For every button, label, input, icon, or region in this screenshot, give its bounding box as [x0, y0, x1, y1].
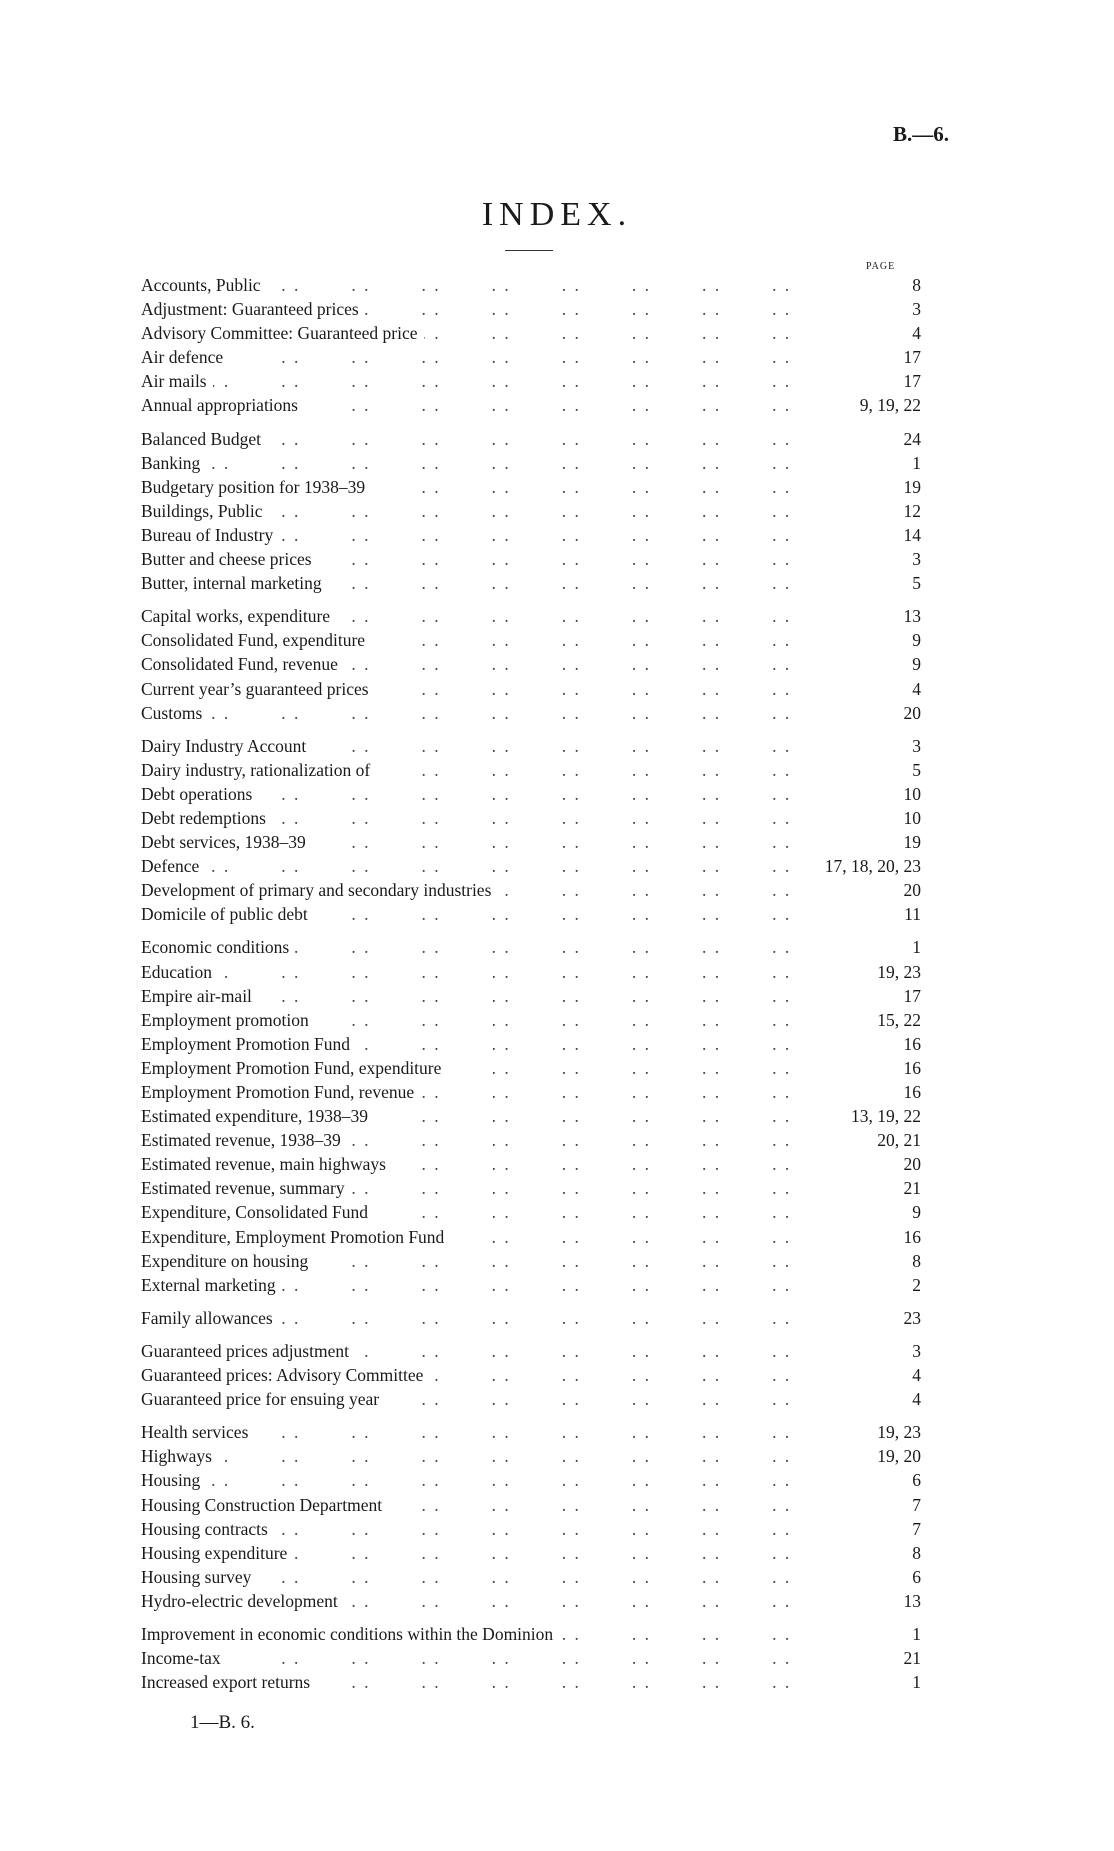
entry-pages: 6: [816, 1468, 921, 1492]
entry-pages: 20: [816, 701, 921, 725]
index-entry: [141, 1273, 921, 1297]
entry-term: Accounts, Public: [141, 273, 267, 297]
index-entry: [141, 1176, 921, 1200]
entry-pages: 1: [816, 1670, 921, 1694]
entry-term: Defence: [141, 854, 205, 878]
index-entry: [141, 628, 921, 652]
entry-pages: 21: [816, 1176, 921, 1200]
entry-term: Development of primary and secondary industries: [141, 878, 497, 902]
index-entry: [141, 902, 921, 926]
index-entry: [141, 475, 921, 499]
entry-pages: 11: [816, 902, 921, 926]
entry-pages: 9: [816, 652, 921, 676]
index-group: [141, 1339, 921, 1411]
entry-term: Dairy industry, rationalization of: [141, 758, 376, 782]
index-entry: [141, 1493, 921, 1517]
entry-term: Bureau of Industry: [141, 523, 279, 547]
entry-term: Customs: [141, 701, 208, 725]
entry-term: Estimated revenue, 1938–39: [141, 1128, 347, 1152]
entry-pages: 23: [816, 1306, 921, 1330]
entry-term: Health services: [141, 1420, 254, 1444]
entry-term: Highways: [141, 1444, 218, 1468]
index-entry: [141, 604, 921, 628]
index-entry: [141, 1589, 921, 1613]
dot-leader: [141, 451, 821, 475]
index-entry: [141, 451, 921, 475]
entry-term: Housing Construction Department: [141, 1493, 388, 1517]
entry-pages: 3: [816, 297, 921, 321]
entry-term: Housing: [141, 1468, 206, 1492]
page-title: INDEX.: [481, 196, 633, 233]
entry-term: Consolidated Fund, revenue: [141, 652, 344, 676]
index-entry: [141, 1152, 921, 1176]
index-entry: [141, 1363, 921, 1387]
index-entry: [141, 734, 921, 758]
entry-pages: 10: [816, 806, 921, 830]
entry-pages: 5: [816, 571, 921, 595]
index-entry: [141, 297, 921, 321]
entry-term: Capital works, expenditure: [141, 604, 336, 628]
index-group: [141, 1420, 921, 1613]
entry-pages: 8: [816, 1249, 921, 1273]
index-entry: [141, 701, 921, 725]
index-entry: [141, 1056, 921, 1080]
index-entry: [141, 1249, 921, 1273]
index-entry: [141, 1225, 921, 1249]
index-entry: [141, 1200, 921, 1224]
index-group: [141, 1622, 921, 1694]
index-entry: [141, 1306, 921, 1330]
entry-pages: 21: [816, 1646, 921, 1670]
entry-term: External marketing: [141, 1273, 282, 1297]
entry-pages: 1: [816, 935, 921, 959]
index-entry: [141, 854, 921, 878]
entry-pages: 14: [816, 523, 921, 547]
index-entry: [141, 878, 921, 902]
entry-term: Increased export returns: [141, 1670, 316, 1694]
index-entry: [141, 1670, 921, 1694]
entry-pages: 13: [816, 604, 921, 628]
entry-term: Housing survey: [141, 1565, 257, 1589]
entry-term: Balanced Budget: [141, 427, 267, 451]
entry-pages: 5: [816, 758, 921, 782]
index-entry: [141, 935, 921, 959]
index-entry: [141, 1517, 921, 1541]
entry-pages: 4: [816, 1363, 921, 1387]
entry-pages: 3: [816, 734, 921, 758]
entry-pages: 4: [816, 321, 921, 345]
entry-pages: 2: [816, 1273, 921, 1297]
entry-term: Housing expenditure: [141, 1541, 293, 1565]
index-list: [141, 273, 921, 1703]
entry-term: Expenditure, Consolidated Fund: [141, 1200, 374, 1224]
entry-pages: 12: [816, 499, 921, 523]
entry-term: Buildings, Public: [141, 499, 269, 523]
dot-leader: [141, 1646, 821, 1670]
index-entry: [141, 1420, 921, 1444]
index-entry: [141, 1622, 921, 1646]
index-group: [141, 427, 921, 596]
index-entry: [141, 321, 921, 345]
entry-pages: 8: [816, 1541, 921, 1565]
entry-pages: 24: [816, 427, 921, 451]
entry-pages: 13, 19, 22: [816, 1104, 921, 1128]
document-code: B.—6.: [893, 122, 950, 146]
index-group: [141, 1306, 921, 1330]
index-entry: [141, 523, 921, 547]
dot-leader: [141, 1468, 821, 1492]
index-entry: [141, 1104, 921, 1128]
entry-pages: 17: [816, 345, 921, 369]
index-entry: [141, 499, 921, 523]
index-entry: [141, 1468, 921, 1492]
entry-term: Debt redemptions: [141, 806, 272, 830]
page-column-label: PAGE: [866, 261, 896, 272]
index-entry: [141, 547, 921, 571]
entry-term: Consolidated Fund, expenditure: [141, 628, 371, 652]
index-group: [141, 734, 921, 927]
entry-pages: 16: [816, 1080, 921, 1104]
entry-term: Family allowances: [141, 1306, 279, 1330]
index-entry: [141, 1444, 921, 1468]
entry-pages: 1: [816, 1622, 921, 1646]
dot-leader: [141, 1444, 821, 1468]
entry-pages: 19: [816, 830, 921, 854]
entry-pages: 17: [816, 984, 921, 1008]
index-entry: [141, 427, 921, 451]
entry-pages: 4: [816, 1387, 921, 1411]
entry-pages: 19: [816, 475, 921, 499]
entry-pages: 9, 19, 22: [816, 393, 921, 417]
entry-term: Butter, internal marketing: [141, 571, 328, 595]
entry-term: Banking: [141, 451, 206, 475]
index-entry: [141, 652, 921, 676]
entry-pages: 1: [816, 451, 921, 475]
entry-pages: 10: [816, 782, 921, 806]
entry-term: Current year’s guaranteed prices: [141, 677, 375, 701]
index-group: [141, 935, 921, 1296]
entry-term: Employment Promotion Fund, revenue: [141, 1080, 420, 1104]
entry-pages: 19, 20: [816, 1444, 921, 1468]
title-rule: [505, 250, 553, 251]
entry-pages: 20, 21: [816, 1128, 921, 1152]
entry-term: Advisory Committee: Guaranteed price: [141, 321, 424, 345]
index-entry: [141, 345, 921, 369]
entry-term: Guaranteed prices: Advisory Committee: [141, 1363, 429, 1387]
index-entry: [141, 1541, 921, 1565]
entry-term: Housing contracts: [141, 1517, 274, 1541]
entry-term: Economic conditions: [141, 935, 295, 959]
entry-pages: 17, 18, 20, 23: [816, 854, 921, 878]
entry-pages: 6: [816, 1565, 921, 1589]
entry-term: Budgetary position for 1938–39: [141, 475, 371, 499]
entry-pages: 4: [816, 677, 921, 701]
entry-pages: 9: [816, 628, 921, 652]
index-group: [141, 604, 921, 724]
entry-pages: 16: [816, 1225, 921, 1249]
sheet-number: 1—B. 6.: [190, 1712, 255, 1733]
index-entry: [141, 830, 921, 854]
index-entry: [141, 758, 921, 782]
dot-leader: [141, 345, 821, 369]
index-entry: [141, 273, 921, 297]
index-entry: [141, 393, 921, 417]
entry-term: Butter and cheese prices: [141, 547, 318, 571]
entry-term: Improvement in economic conditions within the Dominion: [141, 1622, 559, 1646]
entry-term: Dairy Industry Account: [141, 734, 312, 758]
index-entry: [141, 1339, 921, 1363]
entry-term: Expenditure on housing: [141, 1249, 314, 1273]
entry-term: Hydro-electric development: [141, 1589, 344, 1613]
entry-term: Domicile of public debt: [141, 902, 314, 926]
entry-term: Income-tax: [141, 1646, 227, 1670]
entry-pages: 3: [816, 1339, 921, 1363]
index-entry: [141, 1565, 921, 1589]
entry-pages: 19, 23: [816, 960, 921, 984]
index-entry: [141, 1080, 921, 1104]
entry-term: Adjustment: Guaranteed prices: [141, 297, 365, 321]
entry-pages: 16: [816, 1056, 921, 1080]
index-group: [141, 273, 921, 418]
entry-term: Annual appropriations: [141, 393, 304, 417]
entry-term: Expenditure, Employment Promotion Fund: [141, 1225, 450, 1249]
entry-term: Guaranteed prices adjustment: [141, 1339, 355, 1363]
entry-pages: 19, 23: [816, 1420, 921, 1444]
entry-pages: 17: [816, 369, 921, 393]
index-entry: [141, 782, 921, 806]
index-entry: [141, 369, 921, 393]
entry-pages: 13: [816, 1589, 921, 1613]
entry-pages: 7: [816, 1493, 921, 1517]
entry-term: Guaranteed price for ensuing year: [141, 1387, 385, 1411]
index-entry: [141, 677, 921, 701]
index-entry: [141, 1646, 921, 1670]
index-entry: [141, 984, 921, 1008]
entry-pages: 16: [816, 1032, 921, 1056]
index-entry: [141, 1008, 921, 1032]
dot-leader: [141, 369, 821, 393]
index-entry: [141, 1128, 921, 1152]
entry-term: Employment Promotion Fund: [141, 1032, 356, 1056]
entry-term: Estimated expenditure, 1938–39: [141, 1104, 374, 1128]
entry-term: Employment promotion: [141, 1008, 315, 1032]
entry-pages: 3: [816, 547, 921, 571]
entry-term: Air defence: [141, 345, 229, 369]
index-entry: [141, 960, 921, 984]
entry-term: Debt services, 1938–39: [141, 830, 312, 854]
entry-term: Estimated revenue, summary: [141, 1176, 351, 1200]
entry-term: Empire air-mail: [141, 984, 258, 1008]
entry-term: Air mails: [141, 369, 213, 393]
entry-pages: 7: [816, 1517, 921, 1541]
entry-pages: 15, 22: [816, 1008, 921, 1032]
index-entry: [141, 571, 921, 595]
entry-pages: 20: [816, 1152, 921, 1176]
index-entry: [141, 806, 921, 830]
entry-term: Education: [141, 960, 218, 984]
entry-pages: 20: [816, 878, 921, 902]
dot-leader: [141, 701, 821, 725]
dot-leader: [141, 960, 821, 984]
entry-term: Debt operations: [141, 782, 258, 806]
entry-pages: 8: [816, 273, 921, 297]
entry-term: Estimated revenue, main highways: [141, 1152, 392, 1176]
dot-leader: [141, 854, 821, 878]
entry-pages: 9: [816, 1200, 921, 1224]
entry-term: Employment Promotion Fund, expenditure: [141, 1056, 447, 1080]
index-entry: [141, 1387, 921, 1411]
index-entry: [141, 1032, 921, 1056]
